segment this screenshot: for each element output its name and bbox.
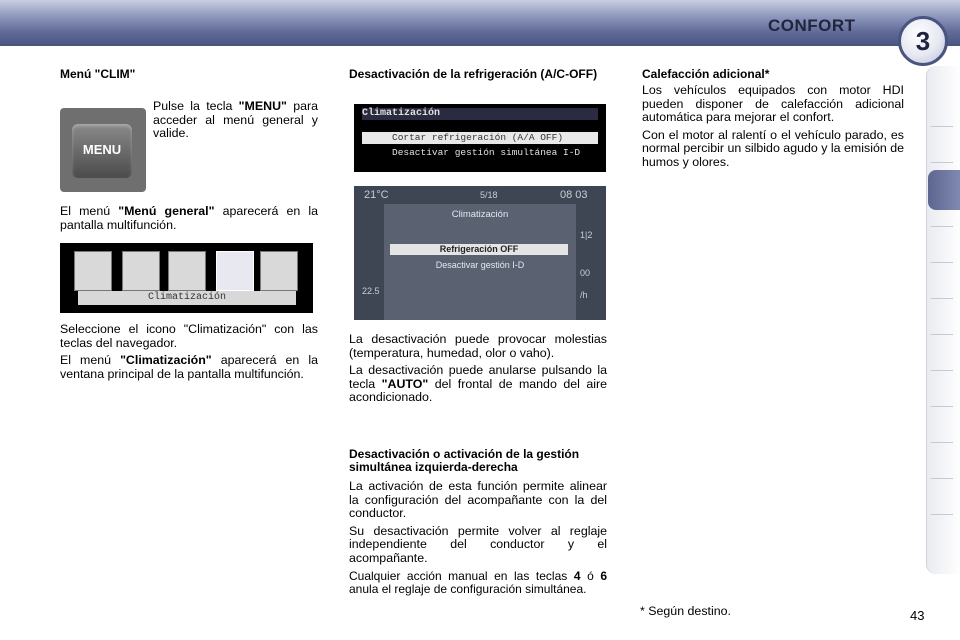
screen2-title: Climatización (451, 209, 509, 220)
active-chapter-tab[interactable] (928, 170, 960, 210)
id-management-text: La activación de esta función permite alinear la configuración del acompañante con la del conductor. Su desactivación permite volver al reglaje independiente del conductor y el acompañante. Cualquier acción manual en las teclas 4 ó 6 anula el reglaje de configuración simultánea. (349, 479, 608, 597)
page-number: 43 (910, 608, 925, 623)
screen2-status-bar: 21°C 5/18 08 03 (364, 189, 588, 201)
menu-key-photo (60, 108, 146, 192)
screen2-option-refrigeration-off: Refrigeración OFF (390, 244, 568, 255)
chapter-number: 3 (915, 26, 931, 56)
ac-off-text: La desactivación puede provocar molestias (temperatura, humedad, olor o vaho). La desactivación puede anularse pulsando la tecla "AUTO" del frontal de mando del aire acondicionado. (349, 332, 607, 405)
climate-icon (216, 251, 254, 291)
heading-ac-off: Desactivación de la refrigeración (A/C-OFF) (349, 67, 598, 81)
select-icon-text: Seleccione el icono "Climatización" con las teclas del navegador. El menú "Climatización" aparecerá en la ventana principal de la pantalla multifunción. (60, 322, 318, 381)
screen-label: Climatización (78, 291, 296, 305)
menu-general-text: El menú "Menú general" aparecerá en la pantalla multifunción. (60, 204, 318, 232)
heading-aux-heating: Calefacción adicional* (642, 67, 770, 81)
phone-icon (74, 251, 112, 291)
screen2-option-id: Desactivar gestión I-D (435, 260, 525, 270)
screen1-title: Climatización (362, 108, 598, 120)
aux-heating-text: Los vehículos equipados con motor HDI pueden disponer de calefacción adicional automática para mejorar el confort. Con el motor al ralentí o el vehículo parado, es normal percibir un silbido agudo y la emisión de humos y olores. (642, 83, 904, 169)
climate-screen-2: 21°C 5/18 08 03 Climatización Refrigeración OFF Desactivar gestión I-D 1|2 00 /h 22.5 (354, 186, 606, 320)
screen2-panel (384, 204, 576, 320)
footnote: * Según destino. (640, 604, 731, 618)
menu-key: MENU (72, 124, 132, 178)
chapter-badge (898, 16, 948, 66)
telephone-icon (260, 251, 298, 291)
audio-icon (122, 251, 160, 291)
screen1-option-ac-off: Cortar refrigeración (A/A OFF) (362, 132, 598, 144)
screen1-option-id: Desactivar gestión simultánea I-D (392, 147, 581, 158)
section-title: CONFORT (768, 16, 856, 35)
press-menu-text: Pulse la tecla "MENU" para acceder al menú general y valide. (153, 99, 318, 141)
side-tabs (926, 66, 960, 574)
heading-menu-clim: Menú "CLIM" (60, 67, 136, 81)
settings-sliders-icon (168, 251, 206, 291)
climate-screen-1 (354, 104, 606, 172)
heading-id-management: Desactivación o activación de la gestión simultánea izquierda-derecha (349, 447, 580, 474)
general-menu-screen (60, 243, 313, 313)
